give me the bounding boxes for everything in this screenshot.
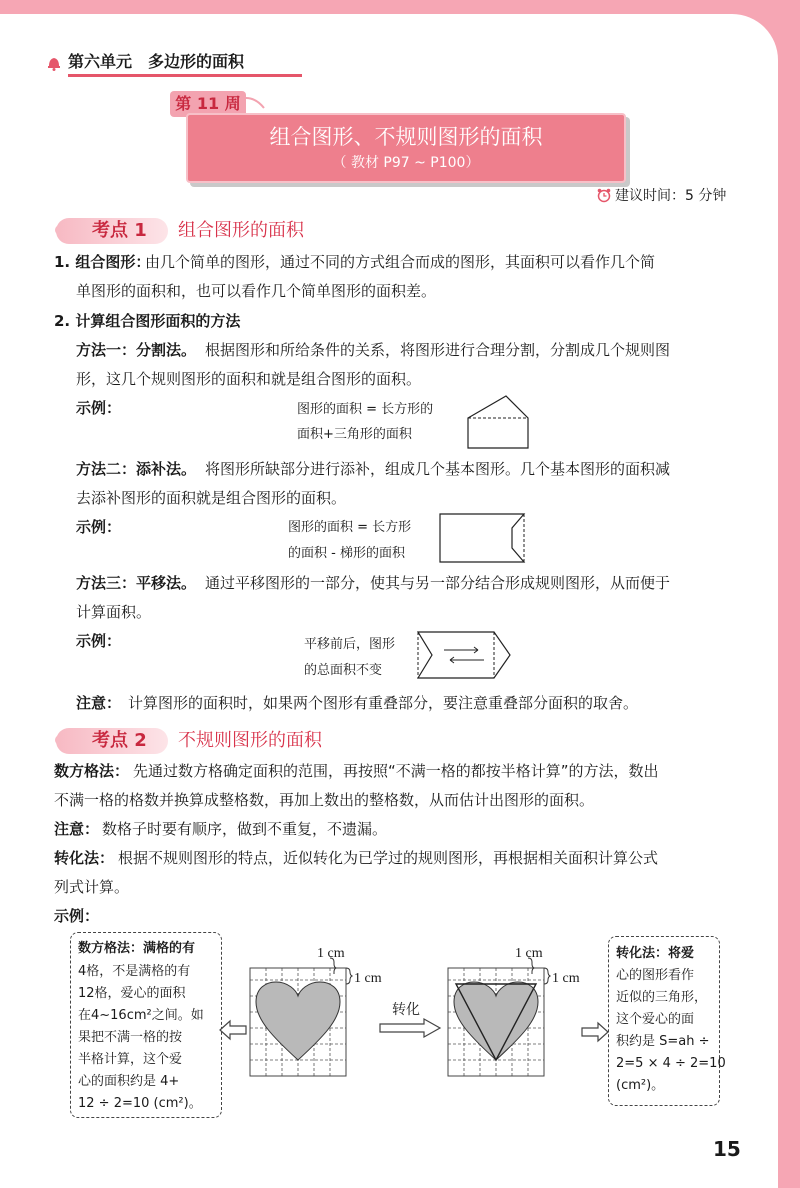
m1-example-label: 示例： xyxy=(76,399,122,417)
left-box-line-7: 12 ÷ 2=10 (cm²)。 xyxy=(78,1096,202,1111)
m2-head: 方法二：添补法。 xyxy=(76,460,197,478)
m3-head: 方法三：平移法。 xyxy=(76,574,197,592)
triangle-unit-label-top: 1 cm xyxy=(515,946,543,961)
kp2-trans-head: 转化法： xyxy=(54,849,115,867)
grid-unit-label-side: 1 cm xyxy=(354,971,382,986)
m2-example-line1: 图形的面积 = 长方形 xyxy=(288,520,412,535)
alarm-clock-icon xyxy=(596,187,612,203)
right-box-line-2: 近似的三角形， xyxy=(616,990,708,1005)
grid-heart-figure xyxy=(244,940,370,1090)
transform-label: 转化 xyxy=(392,1002,420,1018)
suggested-time: 建议时间：5 分钟 xyxy=(615,188,727,204)
right-box-line-1: 心的图形看作 xyxy=(616,968,695,983)
left-box-line-2: 12格，爱心的面积 xyxy=(78,986,186,1001)
lesson-title: 组合图形、不规则图形的面积 xyxy=(269,125,543,149)
m2-line2: 去添补图形的面积就是组合图形的面积。 xyxy=(76,489,347,507)
m3-example-line2: 的总面积不变 xyxy=(304,663,383,678)
left-box-line-4: 果把不满一格的按 xyxy=(78,1030,183,1045)
week-tag-tail xyxy=(246,96,266,110)
kp1-title: 组合图形的面积 xyxy=(178,220,304,241)
lesson-banner xyxy=(186,113,626,183)
kp2-grid-line2: 不满一格的格数并换算成整格数，再加上数出的整格数，从而估计出图形的面积。 xyxy=(54,791,595,809)
page-number: 15 xyxy=(713,1137,741,1161)
right-arrow-icon xyxy=(378,1016,442,1040)
unit-underline xyxy=(68,74,302,77)
kp1-p2-head: 2. 计算组合图形面积的方法 xyxy=(54,312,241,330)
kp1-p1-head: 1. 组合图形： xyxy=(54,253,151,271)
lesson-subtitle: （ 教材 P97 ~ P100） xyxy=(332,155,480,171)
kp1-p1-line2: 单图形的面积和，也可以看作几个简单图形的面积差。 xyxy=(76,282,437,300)
left-box-text-0: 数方格法：满格的有 xyxy=(78,941,196,956)
right-box-line-4: 积约是 S=ah ÷ xyxy=(616,1034,710,1049)
right-box-line-5: 2=5 × 4 ÷ 2=10 xyxy=(616,1056,726,1071)
fill-method-figure xyxy=(438,512,528,564)
m3-example-label: 示例： xyxy=(76,632,122,650)
right-box-line-6: (cm²)。 xyxy=(616,1078,665,1093)
m1-example-line2: 面积+三角形的面积 xyxy=(297,427,412,442)
split-method-figure xyxy=(466,392,536,452)
grid-triangle-figure xyxy=(442,940,568,1090)
week-tag: 第 11 周 xyxy=(170,91,246,117)
kp2-trans-line1: 根据不规则图形的特点，近似转化为已学过的规则图形，再根据相关面积计算公式 xyxy=(118,849,659,867)
kp2-example-label: 示例： xyxy=(54,907,100,925)
kp2-title: 不规则图形的面积 xyxy=(178,730,322,751)
m1-line1: 根据图形和所给条件的关系，将图形进行合理分割，分割成几个规则图 xyxy=(205,341,671,359)
m3-example-line1: 平移前后，图形 xyxy=(304,637,396,652)
left-box-line-5: 半格计算，这个爱 xyxy=(78,1052,183,1067)
m3-line1: 通过平移图形的一部分，使其与另一部分结合形成规则图形，从而便于 xyxy=(205,574,671,592)
bell-icon xyxy=(46,55,62,71)
m1-head: 方法一：分割法。 xyxy=(76,341,197,359)
m2-line1: 将图形所缺部分进行添补，组成几个基本图形。几个基本图形的面积减 xyxy=(205,460,671,478)
kp1-p1-line1: 由几个简单的图形，通过不同的方式组合而成的图形，其面积可以看作几个简 xyxy=(145,253,656,271)
triangle-unit-label-side: 1 cm xyxy=(552,971,580,986)
unit-title: 第六单元 多边形的面积 xyxy=(68,52,245,71)
left-box-line-1: 4格，不是满格的有 xyxy=(78,964,191,979)
m1-line2: 形，这几个规则图形的面积和就是组合图形的面积。 xyxy=(76,370,422,388)
m2-example-label: 示例： xyxy=(76,518,122,536)
kp2-badge: 考点 2 xyxy=(56,728,168,754)
kp1-note: 计算图形的面积时，如果两个图形有重叠部分，要注意重叠部分面积的取舍。 xyxy=(128,694,639,712)
kp2-grid-head: 数方格法： xyxy=(54,762,130,780)
kp1-badge: 考点 1 xyxy=(56,218,168,244)
m3-line2: 计算面积。 xyxy=(76,603,152,621)
kp2-note-head: 注意： xyxy=(54,820,100,838)
grid-unit-label-top: 1 cm xyxy=(317,946,345,961)
kp2-note: 数格子时要有顺序，做到不重复，不遗漏。 xyxy=(102,820,388,838)
m2-example-line2: 的面积 - 梯形的面积 xyxy=(288,546,405,561)
translate-method-figure xyxy=(414,628,514,682)
right-arrow-small-icon xyxy=(580,1020,610,1044)
m1-example-line1: 图形的面积 = 长方形的 xyxy=(297,402,434,417)
kp2-grid-line1: 先通过数方格确定面积的范围，再按照“不满一格的都按半格计算”的方法，数出 xyxy=(133,762,659,780)
right-box-line-3: 这个爱心的面 xyxy=(616,1012,695,1027)
left-box-line-0 xyxy=(78,940,195,958)
left-box-line-3: 在4~16cm²之间。如 xyxy=(78,1008,204,1023)
left-box-line-6: 心的面积约是 4+ xyxy=(78,1074,180,1089)
kp2-trans-line2: 列式计算。 xyxy=(54,878,130,896)
right-box-line-0: 转化法：将爱 xyxy=(616,946,695,961)
kp1-note-head: 注意： xyxy=(76,694,122,712)
